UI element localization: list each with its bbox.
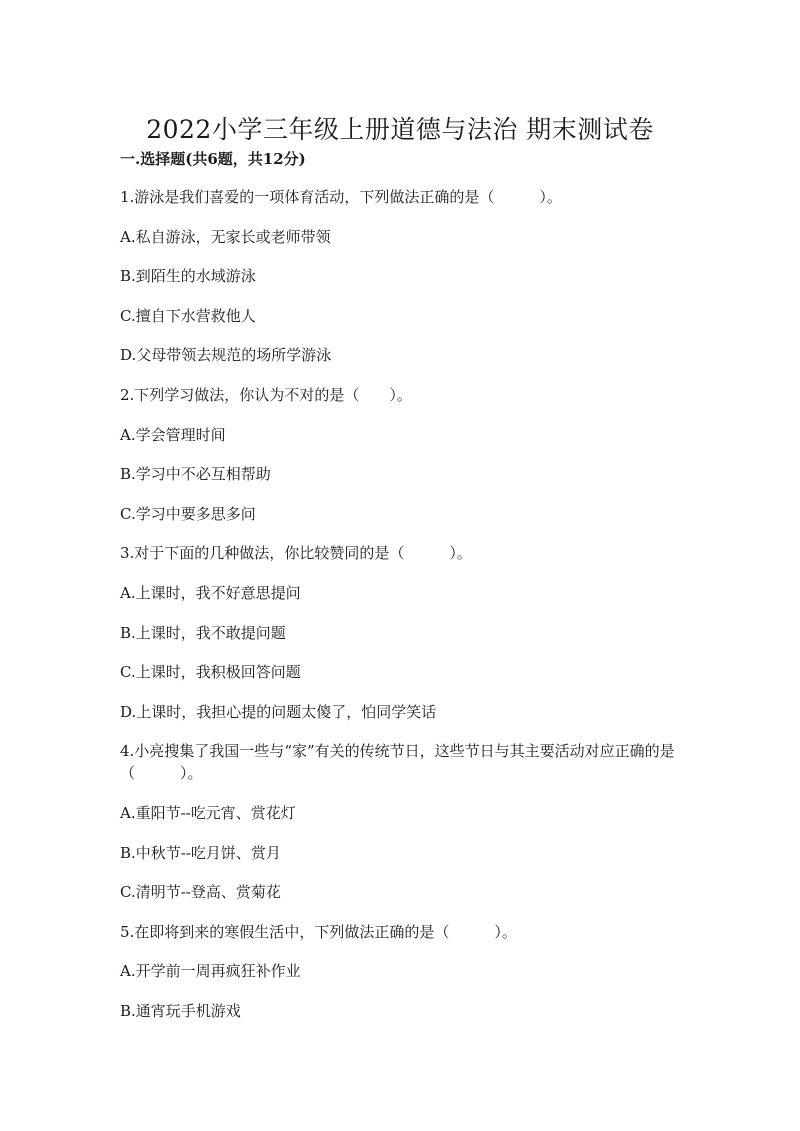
- question-stem: 4.小亮搜集了我国一些与“家”有关的传统节日，这些节日与其主要活动对应正确的是（ ）。: [120, 742, 675, 783]
- question-stem: 5.在即将到来的寒假生活中，下列做法正确的是（ ）。: [120, 922, 517, 941]
- answer-option: A.上课时，我不好意思提问: [120, 583, 301, 602]
- answer-option: D.父母带领去规范的场所学游泳: [120, 346, 332, 365]
- answer-option: B.上课时，我不敢提问题: [120, 623, 286, 642]
- answer-option: B.通宵玩手机游戏: [120, 1001, 241, 1020]
- answer-option: A.开学前一周再疯狂补作业: [120, 962, 301, 981]
- question-stem: 3.对于下面的几种做法，你比较赞同的是（ ）。: [120, 544, 472, 563]
- answer-option: C.上课时，我积极回答问题: [120, 663, 301, 682]
- answer-option: A.私自游泳，无家长或老师带领: [120, 227, 331, 246]
- answer-option: A.学会管理时间: [120, 425, 226, 444]
- answer-option: C.学习中要多思多问: [120, 504, 256, 523]
- question-stem: 1.游泳是我们喜爱的一项体育活动，下列做法正确的是（ ）。: [120, 188, 562, 206]
- answer-option: A.重阳节--吃元宵、赏花灯: [120, 803, 296, 822]
- answer-option: B.中秋节--吃月饼、赏月: [120, 843, 281, 862]
- question-list: [120, 186, 680, 1039]
- answer-option: D.上课时，我担心提的问题太傻了，怕同学笑话: [120, 702, 437, 721]
- section-heading: 一.选择题(共6题，共12分): [120, 150, 306, 168]
- answer-option: B.到陌生的水域游泳: [120, 267, 256, 286]
- answer-option: C.清明节--登高、赏菊花: [120, 883, 281, 902]
- question-stem: 2.下列学习做法，你认为不对的是（ ）。: [120, 385, 412, 404]
- answer-option: C.擅自下水营救他人: [120, 306, 256, 325]
- answer-option: B.学习中不必互相帮助: [120, 465, 271, 484]
- page-title: 2022小学三年级上册道德与法治 期末测试卷: [146, 114, 654, 144]
